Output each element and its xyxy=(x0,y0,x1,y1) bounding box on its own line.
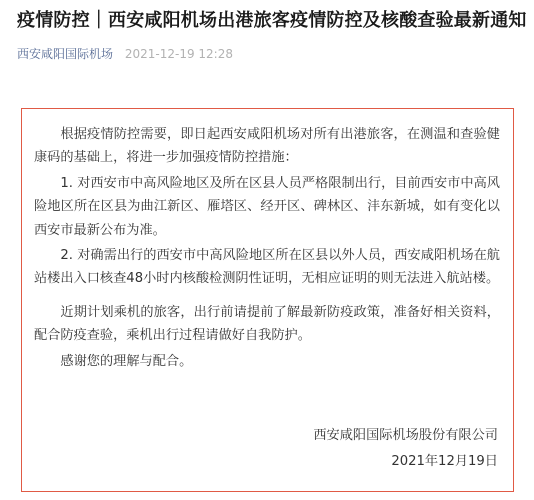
signature-company: 西安咸阳国际机场股份有限公司 xyxy=(313,428,498,443)
notice-body xyxy=(34,123,500,373)
publish-date: 2021-12-19 12:28 xyxy=(124,47,233,61)
notice-thanks: 感谢您的理解与配合。 xyxy=(60,353,193,369)
article-title: 疫情防控｜西安咸阳机场出港旅客疫情防控及核酸查验最新通知 xyxy=(17,10,527,31)
account-name-link[interactable]: 西安咸阳国际机场 xyxy=(17,47,114,61)
notice-item-1: 1. 对西安市中高风险地区及所在区县人员严格限制出行，目前西安市中高风险地区所在区县为曲江新区、雁塔区、经开区、碑林区、沣东新城，如有变化以西安市最新公布为准。 xyxy=(34,175,500,238)
signature-date: 2021年12月19日 xyxy=(391,454,498,469)
article-meta xyxy=(17,46,233,62)
notice-intro: 根据疫情防控需要，即日起西安咸阳机场对所有出港旅客，在测温和查验健康码的基础上，将进一步加强疫情防控措施： xyxy=(34,127,500,166)
notice-item-2: 2. 对确需出行的西安市中高风险地区所在区县以外人员，西安咸阳机场在航站楼出入口核查48小时内核酸检测阴性证明，无相应证明的则无法进入航站楼。 xyxy=(34,248,500,287)
notice-advice: 近期计划乘机的旅客，出行前请提前了解最新防疫政策，准备好相关资料，配合防疫查验，乘机出行过程请做好自我防护。 xyxy=(34,304,500,344)
